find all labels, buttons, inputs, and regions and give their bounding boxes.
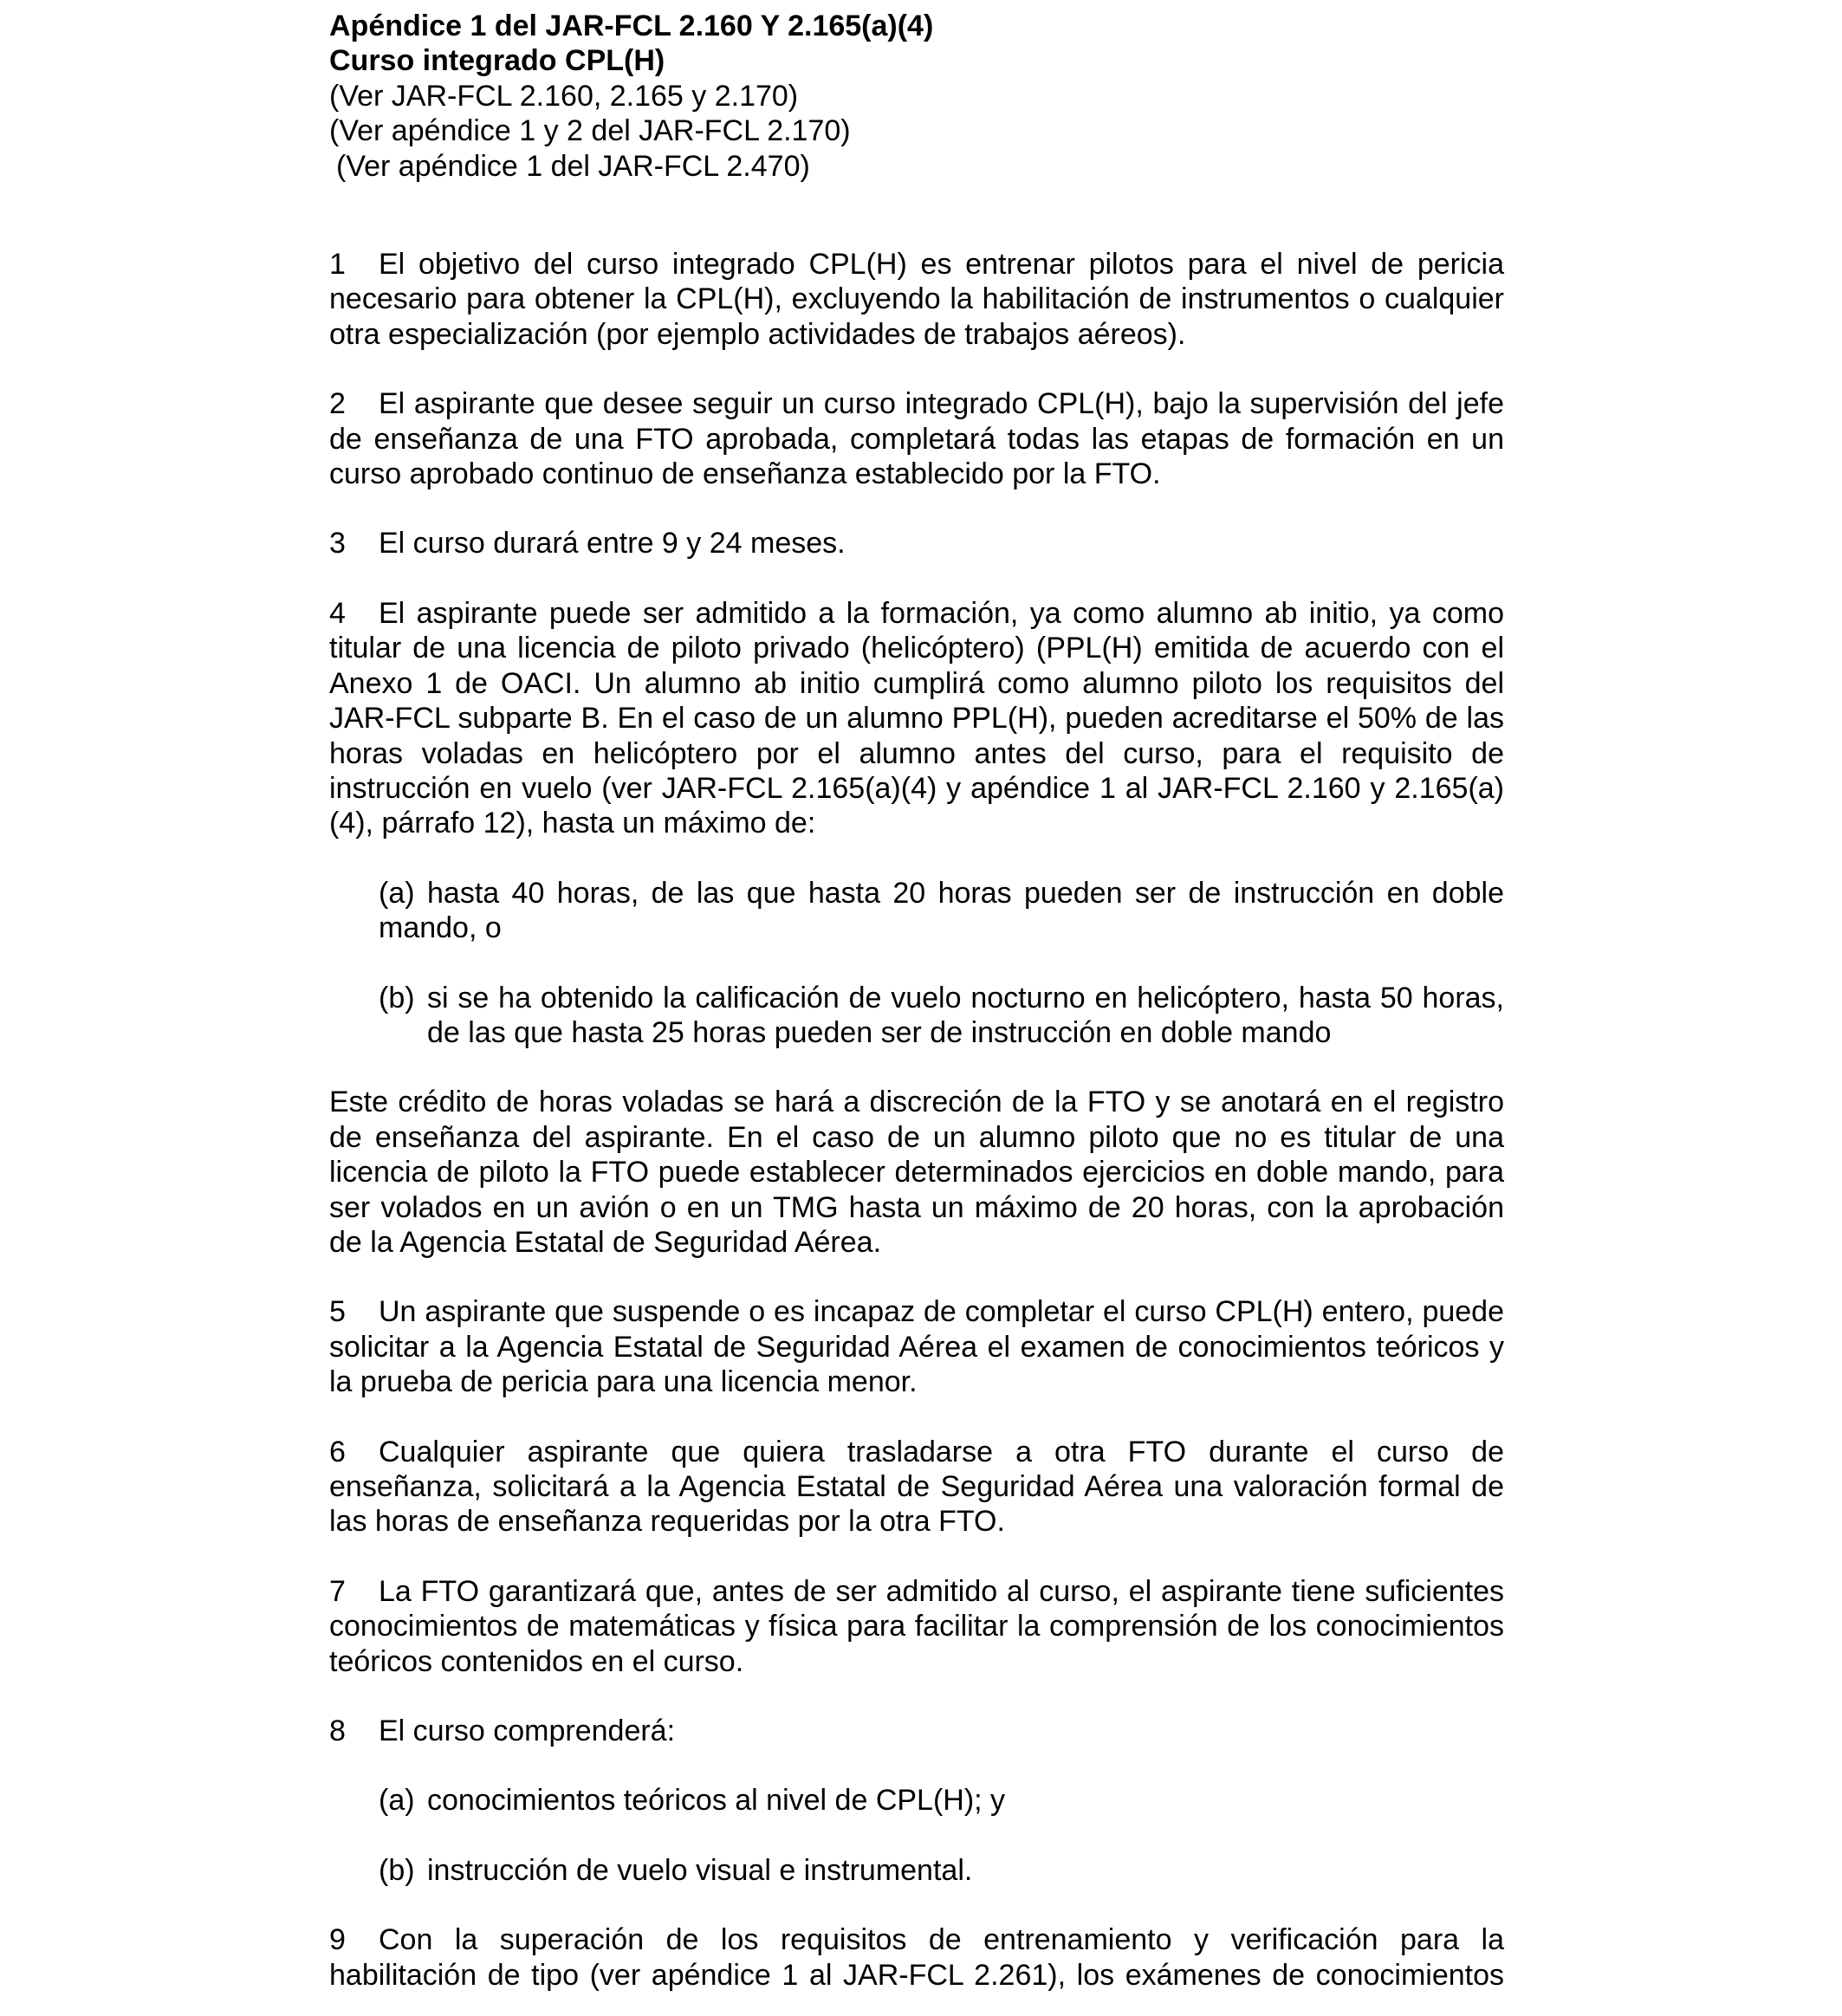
paragraph-8-item-a xyxy=(329,1783,1504,1818)
appendix-title: Apéndice 1 del JAR-FCL 2.160 Y 2.165(a)(4) xyxy=(329,10,934,42)
paragraph-text: Un aspirante que suspende o es incapaz de completar el curso CPL(H) entero, puede solicitar a la Agencia Estatal de Seguridad Aérea el examen de conocimientos teóricos y la prueba de pericia para una licencia menor. xyxy=(329,1295,1504,1399)
item-label: (b) xyxy=(379,981,415,1014)
paragraph-7 xyxy=(329,1574,1504,1679)
paragraph-number: 8 xyxy=(329,1715,346,1748)
item-text: si se ha obtenido la calificación de vuelo nocturno en helicóptero, hasta 50 horas, de las que hasta 25 horas pueden ser de instrucción en doble mando xyxy=(427,981,1504,1049)
item-text: hasta 40 horas, de las que hasta 20 horas pueden ser de instrucción en doble mando, o xyxy=(379,876,1504,945)
paragraph-4-item-a xyxy=(329,876,1504,946)
paragraph-text: El objetivo del curso integrado CPL(H) es entrenar pilotos para el nivel de pericia necesario para obtener la CPL(H), excluyendo la habilitación de instrumentos o cualquier otra especialización (por ejemplo actividades de trabajos aéreos). xyxy=(329,248,1504,351)
item-label: (b) xyxy=(379,1853,415,1887)
paragraph-text: Cualquier aspirante que quiera trasladarse a otra FTO durante el curso de enseñanza, solicitará a la Agencia Estatal de Seguridad Aérea una valoración formal de las horas de enseñanza requeridas por la otra FTO. xyxy=(329,1435,1504,1539)
paragraph-text: La FTO garantizará que, antes de ser admitido al curso, el aspirante tiene suficientes conocimientos de matemáticas y física para facilitar la comprensión de los conocimientos teóricos contenidos en el curso. xyxy=(329,1574,1504,1678)
paragraph-1 xyxy=(329,247,1504,352)
paragraph-4 xyxy=(329,596,1504,841)
paragraph-number: 7 xyxy=(329,1574,346,1608)
paragraph-number: 4 xyxy=(329,596,346,630)
item-text: conocimientos teóricos al nivel de CPL(H); y xyxy=(427,1784,1006,1818)
paragraph-text: El aspirante puede ser admitido a la formación, ya como alumno ab initio, ya como titular de una licencia de piloto privado (helicóptero) (PPL(H) emitida de acuerdo con el Anexo 1 de OACI. Un alumno ab initio cumplirá como alumno piloto los requisitos del JAR-FCL subparte B. En el caso de un alumno PPL(H), pueden acreditarse el 50% de las horas voladas en helicóptero por el alumno antes del curso, para el requisito de instrucción en vuelo (ver JAR-FCL 2.165(a)(4) y apéndice 1 al JAR-FCL 2.160 y 2.165(a)(4), párrafo 12), hasta un máximo de: xyxy=(329,596,1504,840)
paragraph-number: 3 xyxy=(329,527,346,561)
paragraph-2 xyxy=(329,386,1504,491)
paragraph-4-continuation xyxy=(329,1085,1504,1260)
course-title: Curso integrado CPL(H) xyxy=(329,44,665,78)
paragraph-number: 1 xyxy=(329,248,346,282)
paragraph-text: El curso durará entre 9 y 24 meses. xyxy=(379,527,846,561)
paragraph-text: El aspirante que desee seguir un curso integrado CPL(H), bajo la supervisión del jefe de enseñanza de una FTO aprobada, completará todas las etapas de formación en un curso aprobado continuo de enseñanza establecido por la FTO. xyxy=(329,387,1504,491)
item-text: instrucción de vuelo visual e instrumental. xyxy=(427,1853,973,1887)
paragraph-text: El curso comprenderá: xyxy=(379,1715,676,1748)
paragraph-8 xyxy=(329,1714,1504,1748)
reference-line-3: (Ver apéndice 1 del JAR-FCL 2.470) xyxy=(336,149,810,183)
document-header xyxy=(329,9,1504,184)
item-label: (a) xyxy=(379,1784,415,1818)
paragraph-number: 6 xyxy=(329,1435,346,1468)
reference-line-2: (Ver apéndice 1 y 2 del JAR-FCL 2.170) xyxy=(329,114,851,148)
document-page xyxy=(329,9,1504,1993)
reference-line-1: (Ver JAR-FCL 2.160, 2.165 y 2.170) xyxy=(329,79,799,113)
paragraph-number: 9 xyxy=(329,1923,346,1957)
paragraph-5 xyxy=(329,1294,1504,1399)
paragraph-number: 2 xyxy=(329,387,346,421)
item-label: (a) xyxy=(379,876,415,910)
paragraph-9 xyxy=(329,1922,1504,1993)
paragraph-3 xyxy=(329,526,1504,561)
paragraph-6 xyxy=(329,1435,1504,1540)
paragraph-8-item-b xyxy=(329,1853,1504,1888)
paragraph-4-item-b xyxy=(329,981,1504,1051)
paragraph-text: Con la superación de los requisitos de entrenamiento y verificación para la habilitación de tipo (ver apéndice 1 al JAR-FCL 2.261), los exámenes de conocimientos xyxy=(329,1923,1504,1992)
paragraph-text: Este crédito de horas voladas se hará a discreción de la FTO y se anotará en el registro de enseñanza del aspirante. En el caso de un alumno piloto que no es titular de una licencia de piloto la FTO puede establecer determinados ejercicios en doble mando, para ser volados en un avión o en un TMG hasta un máximo de 20 horas, con la aprobación de la Agencia Estatal de Seguridad Aérea. xyxy=(329,1086,1504,1259)
paragraph-number: 5 xyxy=(329,1295,346,1329)
